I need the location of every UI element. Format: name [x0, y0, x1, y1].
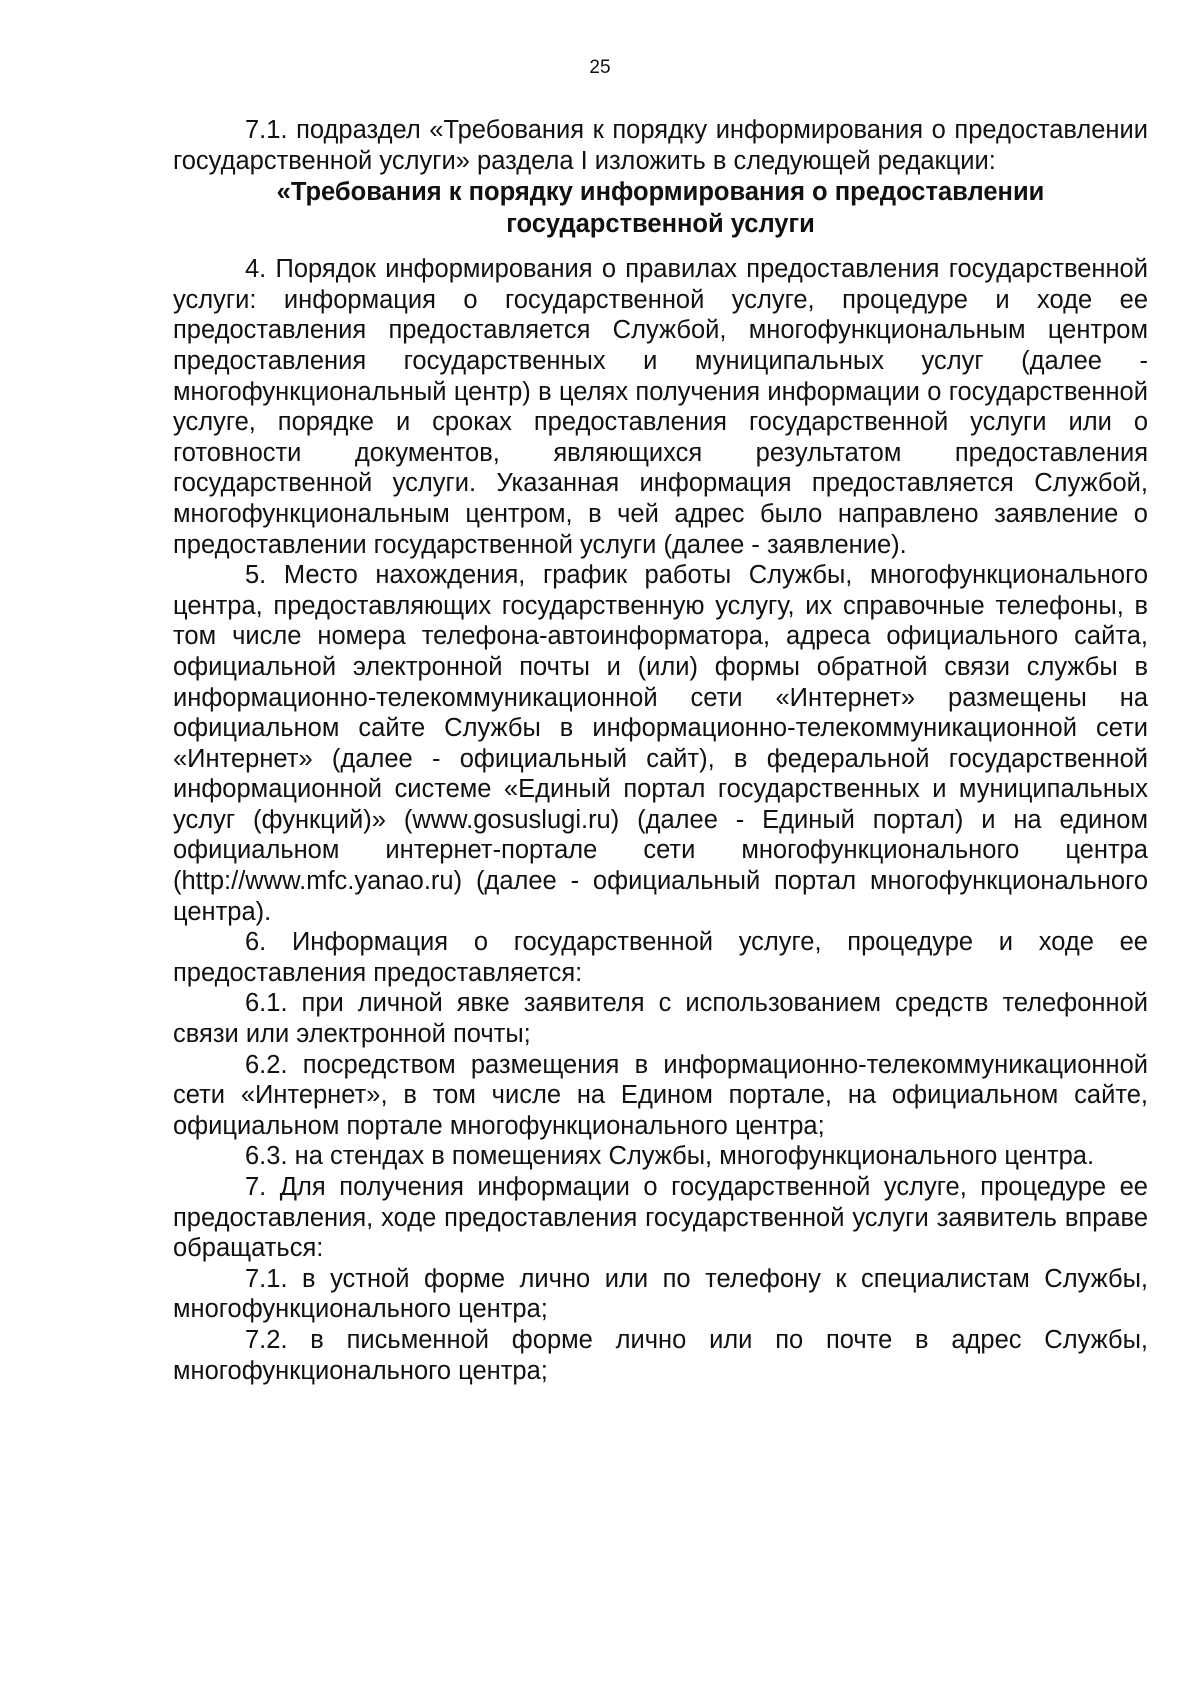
page-number: 25: [589, 57, 611, 78]
paragraph-4: 4. Порядок информирования о правилах предоставления государственной услуги: информация о государственной услуге, процедуре и ходе ее предоставления предоставляется Службой, многофункциональным центром предоставления государственных и муниципальных услуг (далее - многофункциональный центр) в целях получения информации о государственной услуге, порядке и сроках предоставления государственной услуги или о готовности документов, являющихся результатом предоставления государственной услуги. Указанная информация предоставляется Службой, многофункциональным центром, в чей адрес было направлено заявление о предоставлении государственной услуги (далее - заявление).: [173, 255, 1148, 559]
paragraph-6: 6. Информация о государственной услуге, процедуре и ходе ее предоставления предоставляется:: [173, 928, 1148, 987]
paragraph-7-1-intro: 7.1. подраздел «Требования к порядку информирования о предоставлении государственной услуги» раздела I изложить в следующей редакции:: [173, 116, 1148, 175]
paragraph-7: 7. Для получения информации о государственной услуге, процедуре ее предоставления, ходе предоставления государственной услуги заявитель вправе обращаться:: [173, 1173, 1148, 1263]
document-body: [173, 115, 1148, 1386]
paragraph-6-1: 6.1. при личной явке заявителя с использованием средств телефонной связи или электронной почты;: [173, 989, 1148, 1049]
paragraph-6-2: 6.2. посредством размещения в информационно-телекоммуникационной сети «Интернет», в том числе на Едином портале, на официальном сайте, официальном портале многофункционального центра;: [173, 1050, 1148, 1140]
paragraph-7-1: 7.1. в устной форме лично или по телефону к специалистам Службы, многофункционального центра;: [173, 1264, 1148, 1324]
paragraph-7-2: 7.2. в письменной форме лично или по почте в адрес Службы, многофункционального центра;: [173, 1325, 1148, 1385]
paragraph-6-3: 6.3. на стендах в помещениях Службы, многофункционального центра.: [245, 1142, 1095, 1171]
section-heading: «Требования к порядку информирования о предоставлении государственной услуги: [276, 178, 1045, 239]
paragraph-5: 5. Место нахождения, график работы Службы, многофункционального центра, предоставляющих государственную услугу, их справочные телефоны, в том числе номера телефона-автоинформатора, адреса официального сайта, официальной электронной почты и (или) формы обратной связи службы в информационно-телекоммуникационной сети «Интернет» размещены на официальном сайте Службы в информационно-телекоммуникационной сети «Интернет» (далее - официальный сайт), в федеральной государственной информационной системе «Единый портал государственных и муниципальных услуг (функций)» (www.gosuslugi.ru) (далее - Единый портал) и на едином официальном интернет-портале сети многофункционального центра (http://www.mfc.yanao.ru) (далее - официальный портал многофункционального центра).: [173, 561, 1148, 926]
